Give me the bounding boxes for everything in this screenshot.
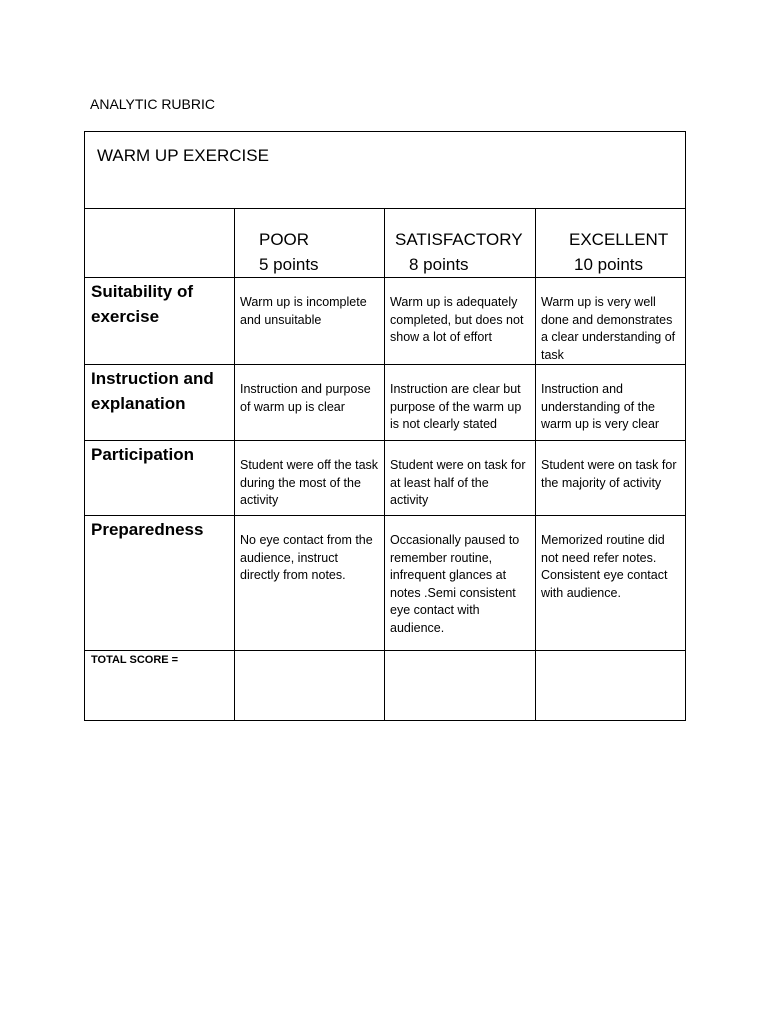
- criterion-description-excellent: Student were on task for the majority of activity: [541, 458, 677, 490]
- criterion-description-poor: Student were off the task during the most of the activity: [240, 458, 379, 507]
- level-poor-points: 5 points: [259, 255, 319, 274]
- criterion-description-excellent: Warm up is very well done and demonstrates a clear understanding of task: [541, 295, 676, 362]
- criterion-name: Suitability of exercise: [91, 282, 193, 326]
- level-poor-name: POOR: [259, 230, 310, 249]
- level-excellent-name: EXCELLENT: [569, 230, 669, 249]
- criterion-description-satisfactory: Instruction are clear but purpose of the warm up is not clearly stated: [390, 382, 522, 431]
- rubric-title: WARM UP EXERCISE: [97, 146, 269, 165]
- level-satisfactory-points: 8 points: [409, 255, 469, 274]
- level-excellent-points: 10 points: [574, 255, 643, 274]
- level-satisfactory-cell: [385, 209, 536, 278]
- rubric-table: [84, 131, 686, 721]
- criterion-row: [85, 441, 686, 516]
- criterion-row: [85, 365, 686, 441]
- level-header-row: [85, 209, 686, 278]
- criterion-description-satisfactory: Warm up is adequately completed, but does not show a lot of effort: [390, 295, 524, 344]
- criterion-name: Instruction and explanation: [91, 369, 214, 413]
- total-score-satisfactory-cell: [385, 651, 536, 721]
- criterion-description-poor: Warm up is incomplete and unsuitable: [240, 295, 367, 327]
- document-title: ANALYTIC RUBRIC: [90, 96, 215, 112]
- criterion-description-excellent: Instruction and understanding of the warm up is very clear: [541, 382, 660, 431]
- rubric-title-cell: [85, 132, 686, 209]
- criterion-description-satisfactory: Student were on task for at least half of the activity: [390, 458, 526, 507]
- criterion-row: [85, 278, 686, 365]
- total-score-excellent-cell: [536, 651, 686, 721]
- total-score-row: [85, 651, 686, 721]
- level-poor-cell: [235, 209, 385, 278]
- criterion-name: Participation: [91, 445, 194, 464]
- criterion-description-excellent: Memorized routine did not need refer notes. Consistent eye contact with audience.: [541, 533, 668, 600]
- criterion-description-poor: No eye contact from the audience, instruct directly from notes.: [240, 533, 373, 582]
- rubric-title-row: [85, 132, 686, 209]
- criterion-description-satisfactory: Occasionally paused to remember routine, infrequent glances at notes .Semi consistent eye contact with audience.: [390, 533, 520, 635]
- total-score-label: TOTAL SCORE =: [91, 654, 179, 666]
- criterion-row: [85, 516, 686, 651]
- level-excellent-cell: [536, 209, 686, 278]
- criterion-name: Preparedness: [91, 520, 204, 539]
- total-score-poor-cell: [235, 651, 385, 721]
- corner-cell: [85, 209, 235, 278]
- level-satisfactory-name: SATISFACTORY: [395, 230, 523, 249]
- criterion-description-poor: Instruction and purpose of warm up is clear: [240, 382, 371, 414]
